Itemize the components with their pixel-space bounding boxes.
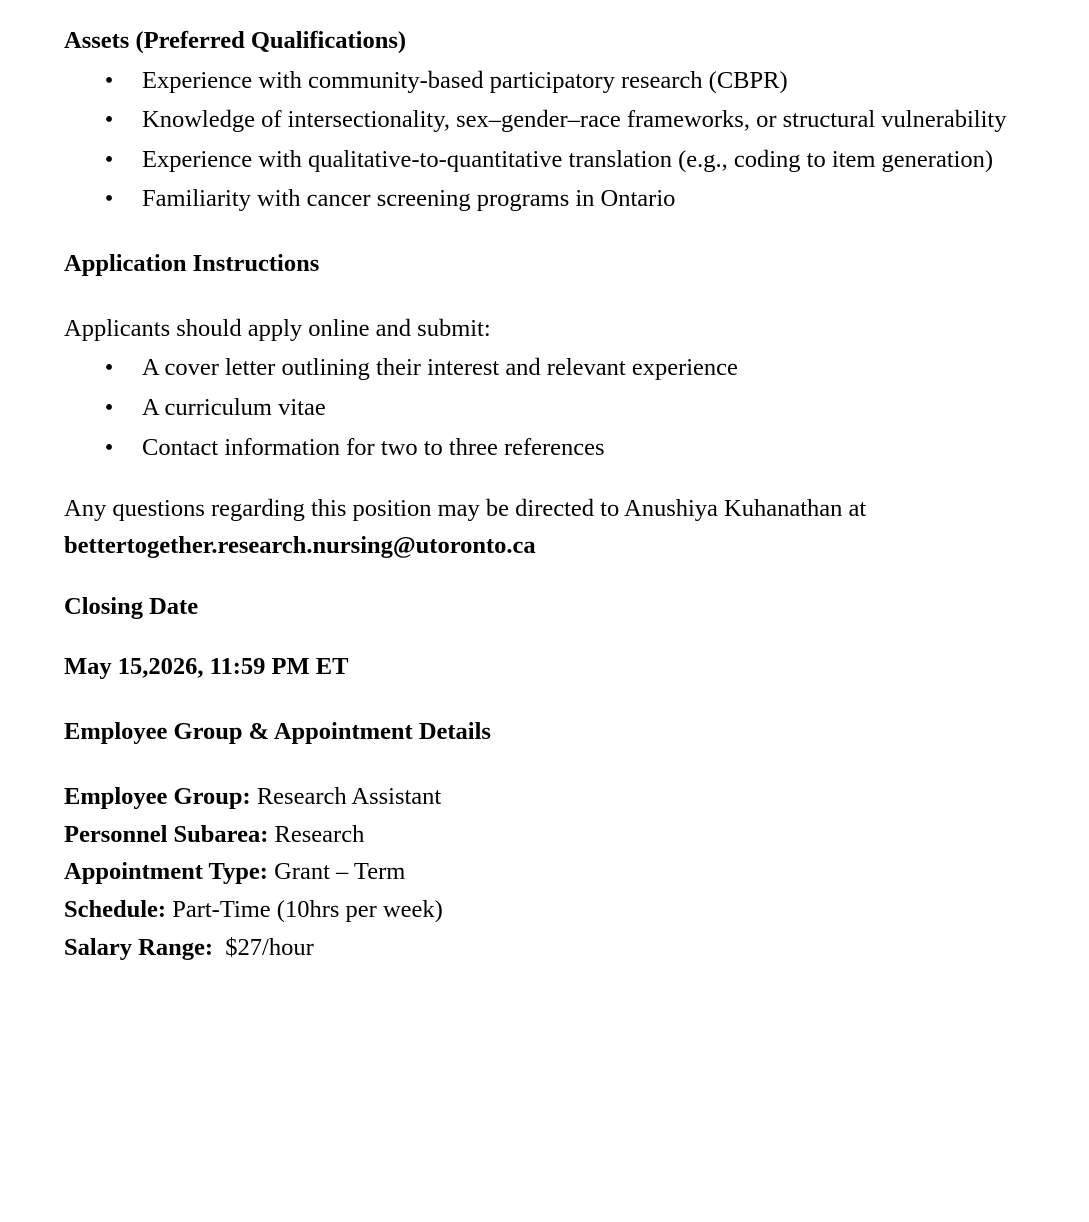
application-intro: Applicants should apply online and submit: bbox=[64, 315, 491, 342]
bullet-icon: • bbox=[104, 106, 114, 133]
schedule-label: Schedule: bbox=[64, 896, 167, 923]
personnel-subarea-row bbox=[64, 823, 364, 848]
personnel-subarea-value: Research bbox=[274, 821, 365, 848]
closing-heading: Closing Date bbox=[64, 593, 199, 620]
application-item-text: Contact information for two to three references bbox=[142, 434, 605, 461]
questions-text: Any questions regarding this position may be directed to Anushiya Kuhanathan at bbox=[64, 495, 867, 522]
bullet-icon: • bbox=[104, 185, 114, 212]
bullet-icon: • bbox=[104, 354, 114, 381]
assets-item-text: Knowledge of intersectionality, sex–gender–race frameworks, or structural vulnerability bbox=[142, 106, 1007, 133]
appointment-type-value: Grant – Term bbox=[274, 858, 406, 885]
application-item-text: A cover letter outlining their interest and relevant experience bbox=[142, 354, 738, 381]
employee-group-value: Research Assistant bbox=[256, 783, 442, 810]
employee-group-label: Employee Group: bbox=[64, 783, 251, 810]
salary-label: Salary Range: bbox=[64, 934, 214, 961]
bullet-icon: • bbox=[104, 394, 114, 421]
assets-item-text: Familiarity with cancer screening programs in Ontario bbox=[142, 185, 676, 212]
closing-date: May 15,2026, 11:59 PM ET bbox=[64, 653, 349, 680]
contact-email[interactable]: bettertogether.research.nursing@utoronto.ca bbox=[64, 532, 536, 559]
personnel-subarea-label: Personnel Subarea: bbox=[64, 821, 269, 848]
application-item-text: A curriculum vitae bbox=[142, 394, 326, 421]
assets-item-text: Experience with community-based participatory research (CBPR) bbox=[142, 67, 788, 94]
schedule-row bbox=[64, 898, 443, 923]
appointment-type-row bbox=[64, 860, 405, 885]
bullet-icon: • bbox=[104, 434, 114, 461]
application-heading: Application Instructions bbox=[64, 250, 320, 277]
salary-row bbox=[64, 936, 314, 961]
assets-heading: Assets (Preferred Qualifications) bbox=[64, 27, 407, 54]
salary-value: $27/hour bbox=[225, 934, 314, 961]
employee-group-row bbox=[64, 785, 441, 810]
bullet-icon: • bbox=[104, 67, 114, 94]
employment-heading: Employee Group & Appointment Details bbox=[64, 718, 491, 745]
schedule-value: Part-Time (10hrs per week) bbox=[172, 896, 443, 923]
bullet-icon: • bbox=[104, 146, 114, 173]
assets-item-text: Experience with qualitative-to-quantitative translation (e.g., coding to item generation) bbox=[142, 146, 994, 173]
appointment-type-label: Appointment Type: bbox=[64, 858, 268, 885]
